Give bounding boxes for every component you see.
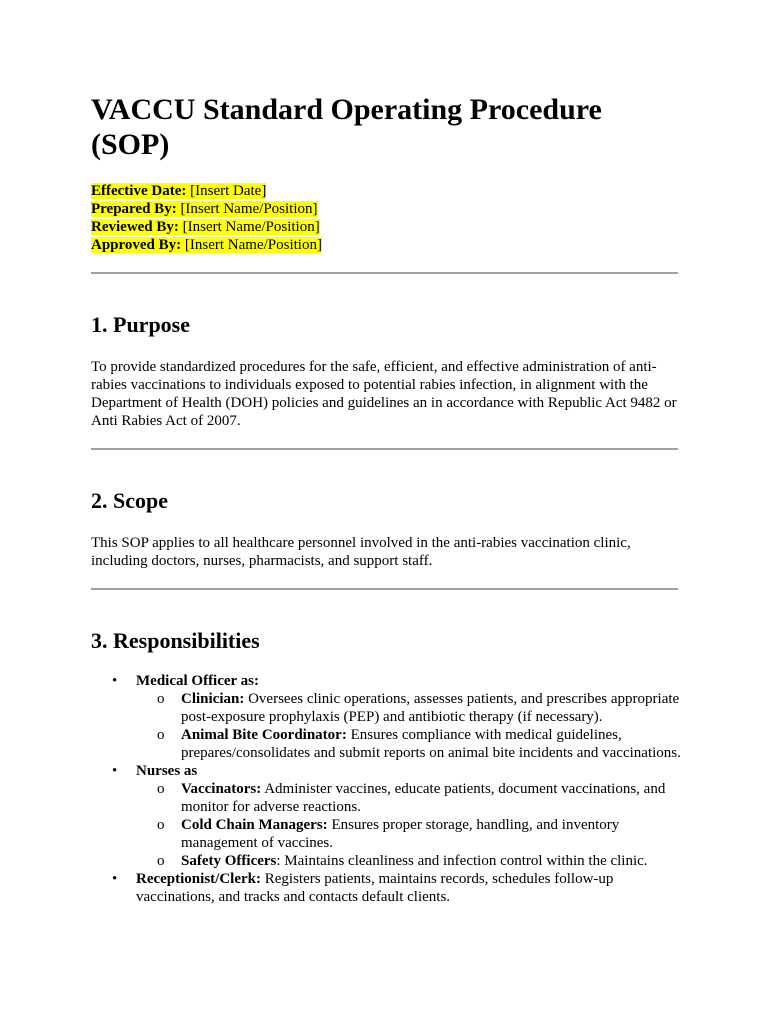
responsibilities-list — [91, 672, 681, 906]
meta-reviewed-by: Reviewed By: [Insert Name/Position] — [91, 219, 320, 235]
circle-bullet-icon: o — [157, 781, 165, 797]
circle-bullet-icon: o — [157, 727, 165, 743]
list-item: • Nurses as o Vaccinators: Administer vaccines, educate patients, document vaccinations, and monitor for adverse reactions. o Cold Chain Managers: Ensures proper storage, handling, and inventory management of vaccines. o Safety Officers: Maintains cleanliness and infection control within the clinic. — [91, 762, 681, 870]
meta-approved-by: Approved By: [Insert Name/Position] — [91, 237, 322, 253]
document-title: VACCU Standard Operating Procedure (SOP) — [91, 93, 602, 161]
sub-list-item: o Clinician: Oversees clinic operations, assesses patients, and prescribes appropriate post-exposure prophylaxis (PEP) and antibiotic therapy (if necessary). — [157, 691, 680, 725]
document-meta — [91, 182, 681, 254]
purpose-heading: 1. Purpose — [91, 312, 190, 337]
circle-bullet-icon: o — [157, 817, 165, 833]
sub-list — [136, 780, 681, 870]
scope-heading: 2. Scope — [91, 488, 168, 513]
sub-list-item: o Vaccinators: Administer vaccines, educate patients, document vaccinations, and monitor for adverse reactions. — [157, 781, 666, 815]
list-item: • Medical Officer as: o Clinician: Oversees clinic operations, assesses patients, and prescribes appropriate post-exposure prophylaxis (PEP) and antibiotic therapy (if necessary). o Animal Bite Coordinator: Ensures compliance with medical guidelines, prepares/consolidates and submit reports on animal bite incidents and vaccinations. — [112, 673, 681, 761]
responsibilities-heading: 3. Responsibilities — [91, 628, 260, 653]
sub-list-item: o Animal Bite Coordinator: Ensures compliance with medical guidelines, prepares/consolidates and submit reports on animal bite incidents and vaccinations. — [157, 727, 681, 761]
section-divider — [91, 272, 678, 274]
circle-bullet-icon: o — [157, 853, 165, 869]
purpose-body: To provide standardized procedures for the safe, efficient, and effective administration of anti-rabies vaccinations to individuals exposed to potential rabies infection, in alignment with the Department of Health (DOH) policies and guidelines an in accordance with Republic Act 9482 or Anti Rabies Act of 2007. — [91, 359, 677, 429]
bullet-icon: • — [112, 871, 118, 887]
sub-list — [136, 690, 681, 762]
meta-prepared-by: Prepared By: [Insert Name/Position] — [91, 201, 318, 217]
bullet-icon: • — [112, 763, 118, 779]
section-divider — [91, 448, 678, 450]
circle-bullet-icon: o — [157, 691, 165, 707]
list-item: • Receptionist/Clerk: Registers patients, maintains records, schedules follow-up vaccinations, and tracks and contacts default clients. — [112, 871, 614, 905]
sub-list-item: o Safety Officers: Maintains cleanliness and infection control within the clinic. — [157, 853, 648, 869]
scope-body: This SOP applies to all healthcare personnel involved in the anti-rabies vaccination clinic, including doctors, nurses, pharmacists, and support staff. — [91, 535, 631, 569]
section-divider — [91, 588, 678, 590]
sub-list-item: o Cold Chain Managers: Ensures proper storage, handling, and inventory management of vaccines. — [157, 817, 620, 851]
bullet-icon: • — [112, 673, 118, 689]
meta-effective-date: Effective Date: [Insert Date] — [91, 183, 267, 199]
document-body — [91, 92, 681, 906]
